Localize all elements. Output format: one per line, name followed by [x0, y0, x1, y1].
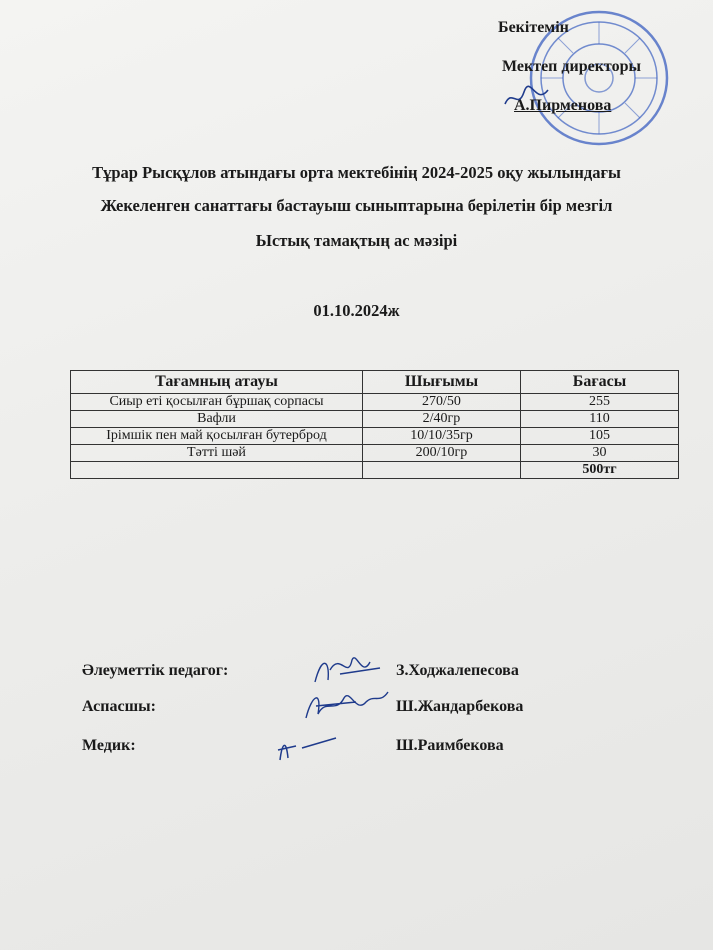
- menu-date: 01.10.2024ж: [313, 301, 400, 320]
- header-yield: Шығымы: [363, 371, 521, 394]
- approval-label: Бекітемін: [498, 19, 569, 36]
- dish-price: 30: [521, 445, 679, 462]
- title-line-2: Жекеленген санаттағы бастауыш сыныптарына берілетін бір мезгіл: [100, 196, 613, 215]
- table-row: [71, 428, 679, 445]
- dish-yield: 2/40гр: [363, 411, 521, 428]
- dish-yield: 10/10/35гр: [363, 428, 521, 445]
- menu-table: [70, 370, 679, 479]
- table-row: [71, 411, 679, 428]
- total-empty-cell: [71, 462, 363, 479]
- dish-price: 110: [521, 411, 679, 428]
- table-row: [71, 394, 679, 411]
- total-row: [71, 462, 679, 479]
- title-line-3: Ыстық тамақтың ас мәзірі: [255, 231, 458, 250]
- role-label: Аспасшы:: [82, 698, 156, 715]
- director-name: А.Пирменова: [514, 97, 612, 114]
- person-name: Ш.Раимбекова: [396, 737, 504, 754]
- dish-name: Тәтті шәй: [71, 445, 363, 462]
- person-name: Ш.Жандарбекова: [396, 698, 524, 715]
- header-dish-name: Тағамның атауы: [71, 371, 363, 394]
- role-label: Әлеуметтік педагог:: [82, 662, 229, 679]
- title-line-1: Тұрар Рысқұлов атындағы орта мектебінің 2024-2025 оқу жылындағы: [92, 163, 621, 182]
- role-label: Медик:: [82, 737, 136, 754]
- approval-block: [498, 18, 668, 135]
- dish-yield: 200/10гр: [363, 445, 521, 462]
- table-header-row: [71, 371, 679, 394]
- dish-price: 255: [521, 394, 679, 411]
- dish-yield: 270/50: [363, 394, 521, 411]
- dish-name: Вафли: [71, 411, 363, 428]
- header-price: Бағасы: [521, 371, 679, 394]
- total-empty-cell: [363, 462, 521, 479]
- dish-name: Ірімшік пен май қосылған бутерброд: [71, 428, 363, 445]
- signature-scribble-2: [296, 684, 396, 728]
- dish-name: Сиыр еті қосылған бұршақ сорпасы: [71, 394, 363, 411]
- director-signature: [502, 84, 552, 112]
- director-label: Мектеп директоры: [502, 58, 641, 75]
- dish-price: 105: [521, 428, 679, 445]
- table-row: [71, 445, 679, 462]
- person-name: З.Ходжалепесова: [396, 662, 519, 679]
- signature-scribble-3: [272, 724, 352, 768]
- total-price: 500тг: [521, 462, 679, 479]
